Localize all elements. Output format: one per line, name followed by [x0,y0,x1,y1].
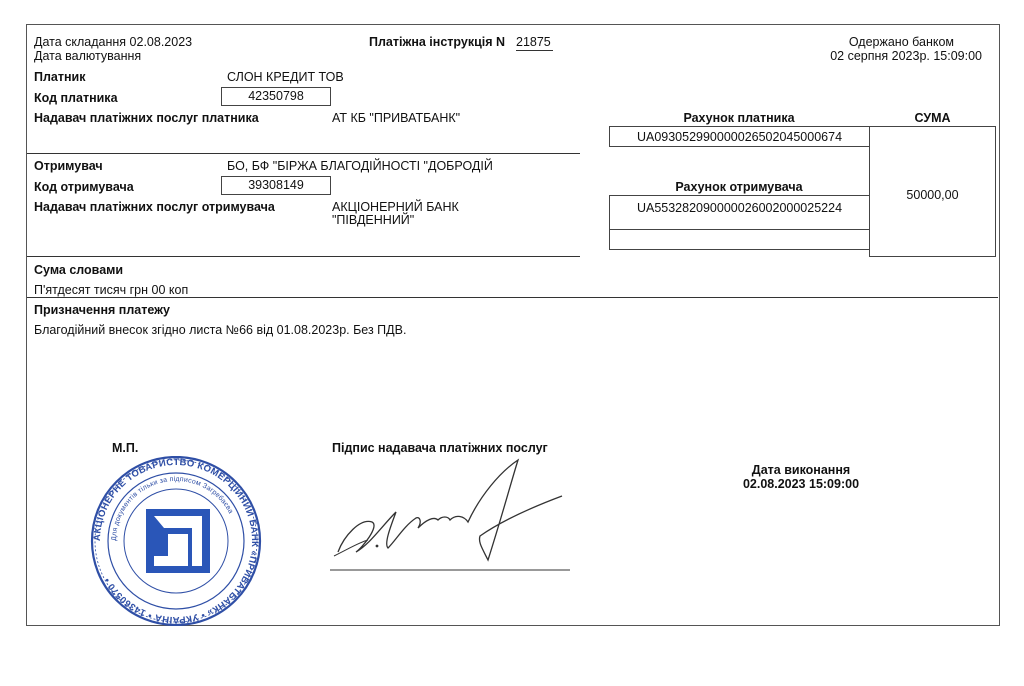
stamp-inner-text: Для документів тільки за підписом Загребаєва [110,475,235,542]
payer-code: 42350798 [221,87,331,106]
date-created: Дата складання 02.08.2023 [34,35,193,49]
execution-label: Дата виконання [751,463,851,477]
stamp-outer-text: АКЦІОНЕРНЕ ТОВАРИСТВО КОМЕРЦІЙНИЙ БАНК «ПРИВАТБАНК» • УКРАЇНА • 14360570 • [91,456,261,626]
amount-words-text: П'ятдесят тисяч грн 00 коп [34,283,189,297]
payer-account: UA093052990000026502045000674 [609,126,870,147]
payee-provider-label: Надавач платіжних послуг отримувача [34,200,275,214]
divider-amount [27,297,998,298]
payer-code-label: Код платника [34,91,118,105]
sum-value: 50000,00 [906,188,959,202]
payee-label: Отримувач [34,159,103,173]
payee-code-label: Код отримувача [34,180,134,194]
instruction-number: 21875 [516,35,551,49]
payee-name: БО, БФ "БІРЖА БЛАГОДІЙНОСТІ "ДОБРОДІЙ [227,159,493,173]
payee-account-label: Рахунок отримувача [675,180,803,194]
divider-payee [27,256,580,257]
divider-payer [27,153,580,154]
bank-stamp-seal [88,456,264,626]
sum-box [869,126,996,257]
purpose-text: Благодійний внесок згідно листа №66 від 01.08.2023р. Без ПДВ. [34,323,407,337]
signature-label: Підпис надавача платіжних послуг [332,441,548,455]
payer-provider: АТ КБ "ПРИВАТБАНК" [332,111,461,125]
amount-words-label: Сума словами [34,263,124,277]
received-date: 02 серпня 2023р. 15:09:00 [830,49,982,63]
payee-account: UA553282090000026002000025224 [609,195,870,230]
payer-label: Платник [34,70,86,84]
stamp-label: М.П. [112,441,139,455]
handwritten-signature [330,456,570,572]
payee-provider-line1: АКЦІОНЕРНИЙ БАНК [332,200,459,214]
execution-date: 02.08.2023 15:09:00 [742,477,860,491]
payee-provider-line2: "ПІВДЕННИЙ" [332,213,415,227]
sum-label: СУМА [914,111,951,125]
purpose-label: Призначення платежу [34,303,170,317]
received-label: Одержано банком [848,35,954,49]
payee-code: 39308149 [221,176,331,195]
payer-account-label: Рахунок платника [683,111,795,125]
payee-account-extra [609,229,870,250]
instruction-label: Платіжна інструкція N [369,35,506,49]
payer-name: СЛОН КРЕДИТ ТОВ [227,70,344,84]
date-value: Дата валютування [34,49,142,63]
payer-provider-label: Надавач платіжних послуг платника [34,111,259,125]
